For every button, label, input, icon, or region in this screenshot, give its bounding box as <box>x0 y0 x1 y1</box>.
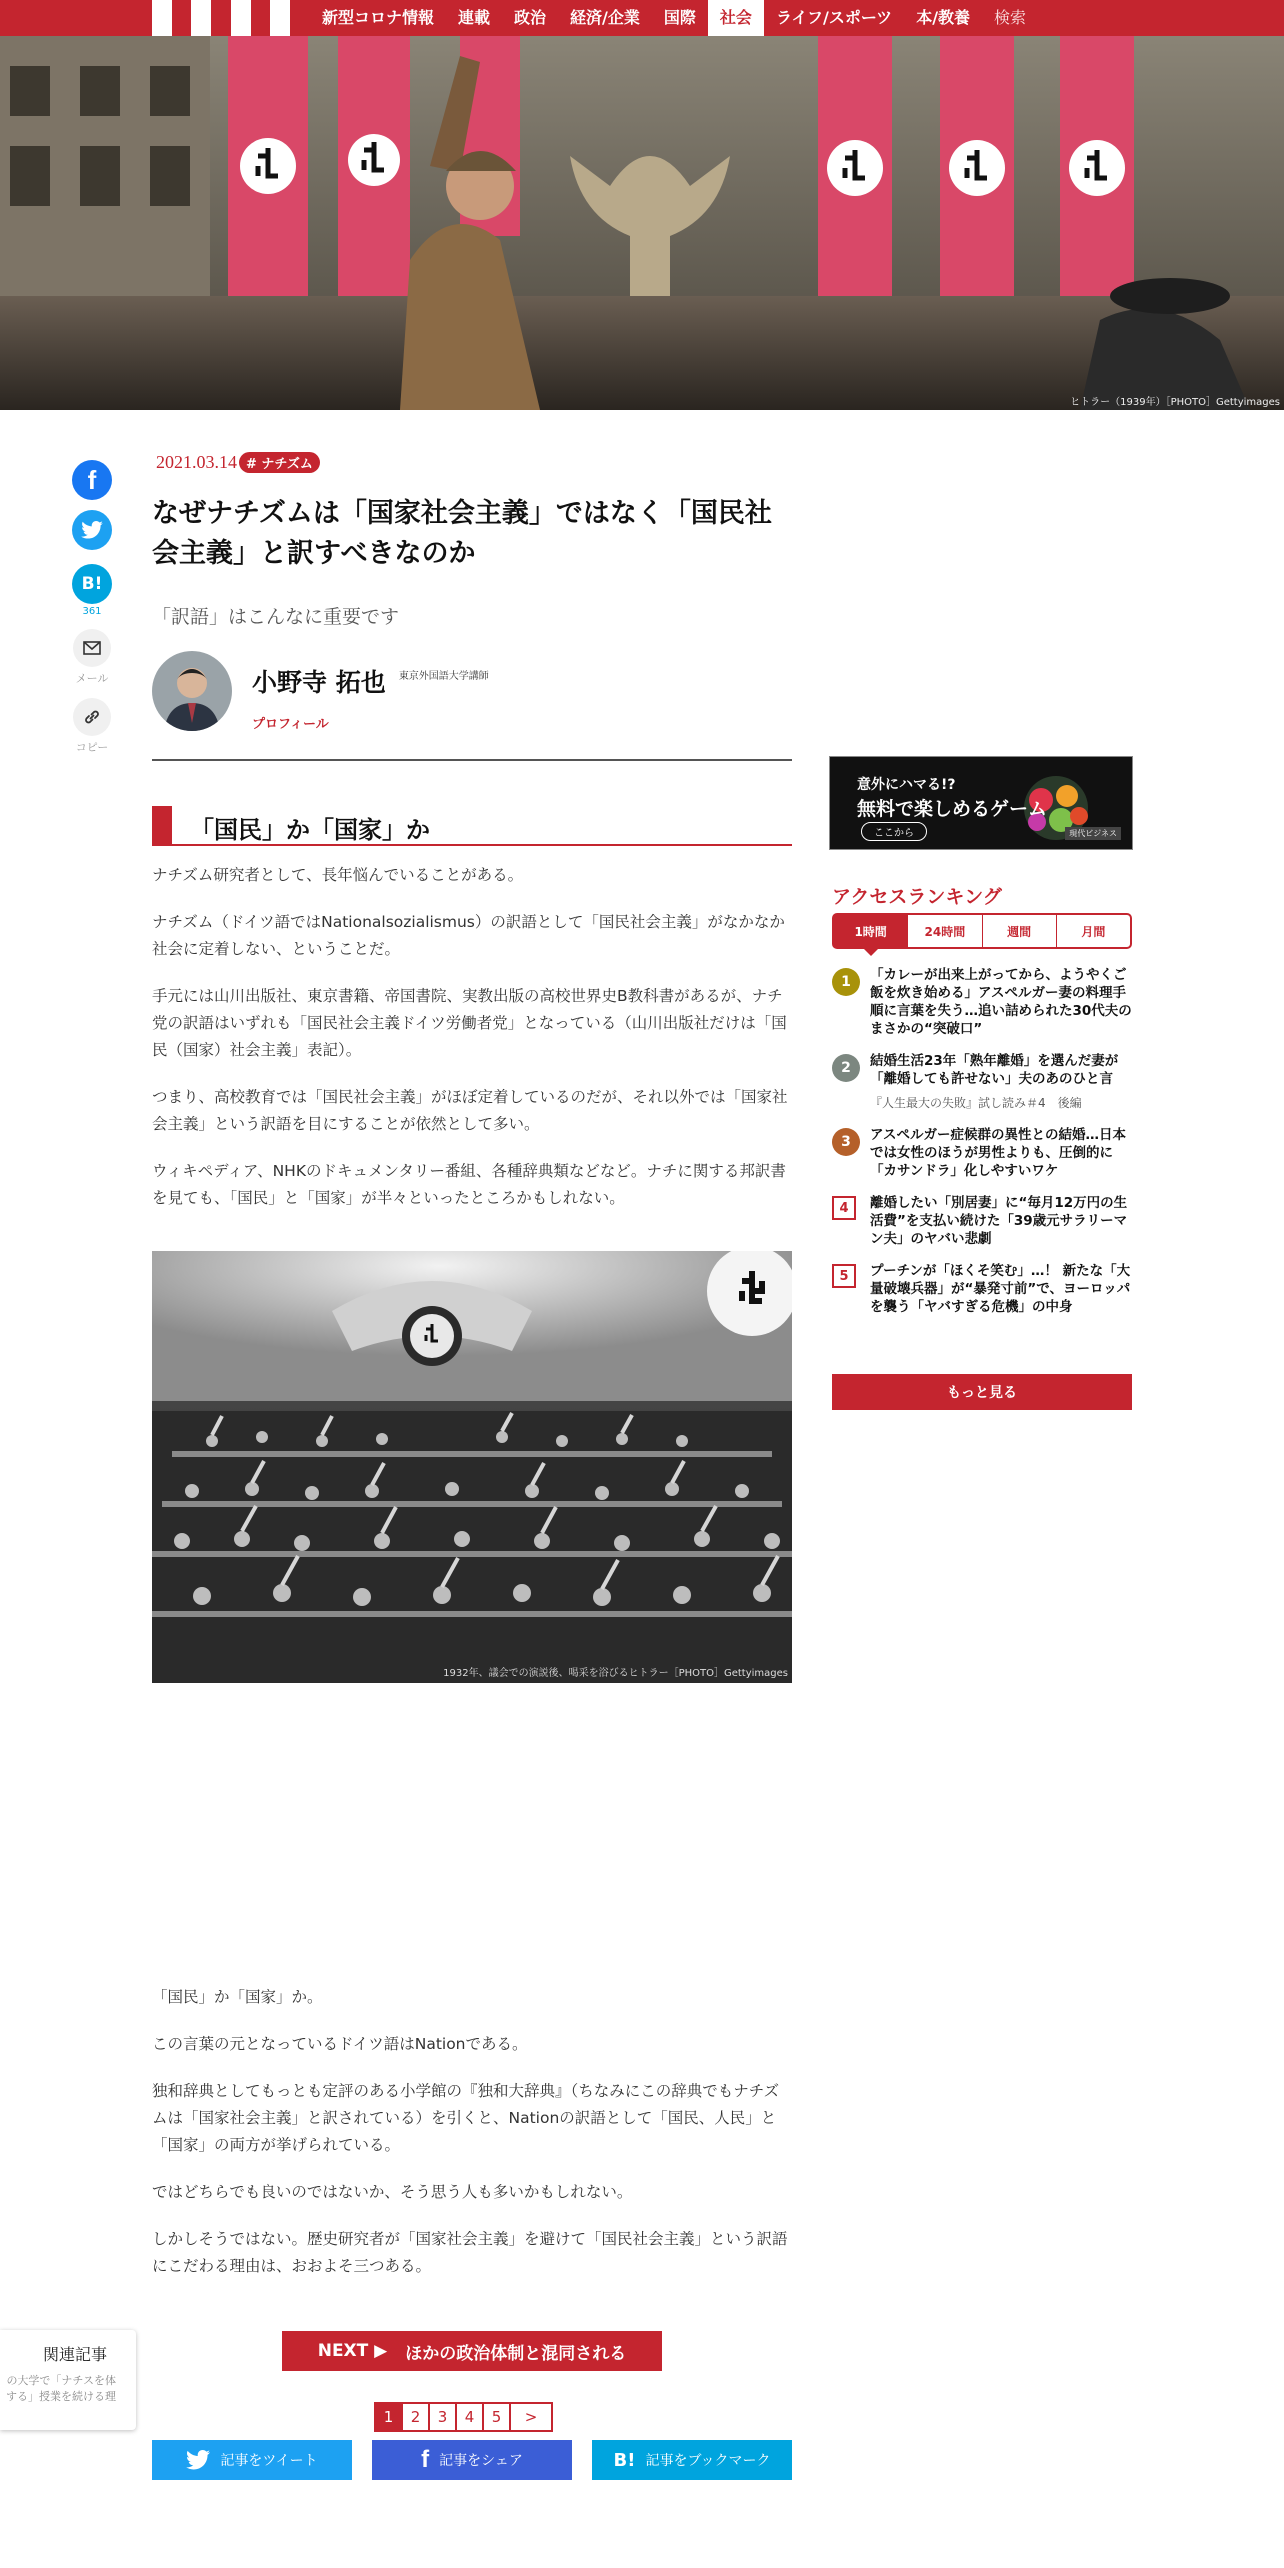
nav-list <box>310 0 1038 36</box>
rank-badge-bronze: 3 <box>832 1128 860 1156</box>
figure-caption: 1932年、議会での演説後、喝采を浴びるヒトラー［PHOTO］Gettyimages <box>443 1668 788 1679</box>
article-subtitle: 「訳語」はこんなに重要です <box>152 606 400 628</box>
ranking-item[interactable] <box>832 966 1132 1038</box>
paragraph: ではどちらでも良いのではないか、そう思う人も多いかもしれない。 <box>152 2183 633 2201</box>
article-date: 2021.03.14 <box>156 451 237 472</box>
facebook-icon: f <box>421 2446 430 2473</box>
tweet-label: 記事をツイート <box>220 2453 318 2469</box>
ranking-more-button[interactable]: もっと見る <box>832 1374 1132 1410</box>
page-3[interactable]: 3 <box>428 2402 457 2432</box>
mail-icon <box>83 641 101 655</box>
section-heading-text: 「国民」か「国家」か <box>190 816 430 844</box>
next-page-button[interactable] <box>282 2331 662 2371</box>
nav-search-link[interactable]: 検索 <box>994 8 1027 27</box>
section-heading <box>152 806 792 846</box>
hatena-icon: B! <box>613 2449 636 2471</box>
ranking-item-title: 「カレーが出来上がってから、ようやくご飯を炊き始める」アスペルガー妻の料理手順に言葉を失う…追い詰められた30代夫のまさかの“突破口” <box>870 967 1132 1037</box>
nav-item-series[interactable]: 連載 <box>458 8 491 27</box>
ranking-tab-24h[interactable]: 24時間 <box>907 915 981 947</box>
page-2[interactable]: 2 <box>401 2402 430 2432</box>
ranking-list <box>832 966 1132 1330</box>
nav-item-society[interactable]: 社会 <box>708 0 764 36</box>
hatena-bookmark-label: 記事をブックマーク <box>645 2453 771 2469</box>
heading-bar <box>152 806 172 844</box>
paragraph: この言葉の元となっているドイツ語はNationである。 <box>152 2035 528 2053</box>
twitter-icon <box>186 2450 210 2470</box>
author-info <box>252 651 489 732</box>
hatena-count: 361 <box>82 606 102 617</box>
twitter-icon <box>81 521 103 539</box>
related-title: 関連記事 <box>42 2345 107 2364</box>
related-articles-popup[interactable] <box>0 2330 136 2430</box>
page-5[interactable]: 5 <box>482 2402 511 2432</box>
ranking-item-title: アスペルガー症候群の異性との結婚…日本では女性のほうが男性よりも、圧倒的に「カサンドラ」化しやすいワケ <box>870 1127 1126 1179</box>
article-meta <box>152 450 792 474</box>
ranking-item[interactable] <box>832 1262 1132 1316</box>
ad-line2: 無料で楽しめるゲーム <box>857 798 1048 820</box>
header-divider <box>152 759 792 761</box>
hero-caption: ヒトラー（1939年）［PHOTO］Gettyimages <box>1070 397 1280 408</box>
article-body-part2 <box>152 1984 792 2300</box>
ad-line1: 意外にハマる!? <box>857 777 956 793</box>
ranking-tab-month[interactable]: 月間 <box>1056 915 1130 947</box>
ranking-item-title: 結婚生活23年「熟年離婚」を選んだ妻が「離婚しても許せない」夫のあのひと言 『人生最大の失敗』試し読み＃4 後編 <box>870 1052 1132 1112</box>
bottom-share-bar <box>152 2440 792 2480</box>
author-profile-link[interactable]: プロフィール <box>252 717 329 732</box>
site-logo[interactable] <box>152 0 290 36</box>
nav-item-international[interactable]: 国際 <box>663 8 696 27</box>
ranking-item-subtitle: 『人生最大の失敗』試し読み＃4 後編 <box>870 1096 1082 1110</box>
paragraph: ナチズム研究者として、長年悩んでいることがある。 <box>152 866 524 884</box>
hatena-bookmark-button[interactable] <box>72 564 112 604</box>
rank-badge: 5 <box>832 1264 856 1288</box>
nav-item-life-sports[interactable]: ライフ/スポーツ <box>775 8 893 27</box>
ad-cta: ここから <box>861 822 927 841</box>
hatena-bookmark-article-button[interactable] <box>592 2440 792 2480</box>
next-prefix: NEXT ▶ <box>317 2341 388 2361</box>
link-icon <box>83 708 101 726</box>
ranking-tab-1h[interactable]: 1時間 <box>834 915 907 947</box>
page-4[interactable]: 4 <box>455 2402 484 2432</box>
twitter-share-button[interactable] <box>72 510 112 550</box>
paragraph: 手元には山川出版社、東京書籍、帝国書院、実教出版の高校世界史B教科書があるが、ナチ党の訳語はいずれも「国民社会主義ドイツ労働者党」となっている（山川出版社だけは「国民（国家）社会主義」表記）。 <box>152 987 787 1059</box>
paragraph: 独和辞典としてもっとも定評のある小学館の『独和大辞典』（ちなみにこの辞典でもナチズムは「国家社会主義」と訳されている）を引くと、Nationの訳語として「国民、人民」と「国家」の両方が挙げられている。 <box>152 2082 780 2154</box>
facebook-share-label: 記事をシェア <box>439 2453 523 2469</box>
paragraph: つまり、高校教育では「国民社会主義」がほぼ定着しているのだが、それ以外では「国家社会主義」という訳語を目にすることが依然として多い。 <box>152 1088 788 1133</box>
ranking-tab-week[interactable]: 週間 <box>982 915 1056 947</box>
nav-item-corona[interactable]: 新型コロナ情報 <box>322 8 435 27</box>
nav-item-politics[interactable]: 政治 <box>514 8 547 27</box>
facebook-icon: f <box>87 464 97 495</box>
related-snippet: の大学で「ナチスを体 する」授業を続ける理 <box>6 2374 116 2403</box>
ranking-title: アクセスランキング <box>832 886 1002 908</box>
rank-badge-silver: 2 <box>832 1054 860 1082</box>
share-column <box>70 460 114 755</box>
paragraph: しかしそうではない。歴史研究者が「国家社会主義」を避けて「国民社会主義」という訳語にこだわる理由は、おおよそ三つある。 <box>152 2230 788 2275</box>
page-next[interactable]: > <box>509 2402 553 2432</box>
paragraph: ウィキペディア、NHKのドキュメンタリー番組、各種辞典類などなど。ナチに関する邦訳書を見ても、「国民」と「国家」が半々といったところかもしれない。 <box>152 1162 786 1207</box>
mail-label: メール <box>75 672 109 685</box>
paragraph: ナチズム（ドイツ語ではNationalsozialismus）の訳語として「国民社会主義」がなかなか社会に定着しない、ということだ。 <box>152 913 785 958</box>
mail-share-button[interactable] <box>73 629 111 667</box>
ranking-tabs <box>832 913 1132 949</box>
paragraph: 「国民」か「国家」か。 <box>152 1988 323 2006</box>
author-avatar[interactable] <box>152 651 232 731</box>
article-title: なぜナチズムは「国家社会主義」ではなく「国民社会主義」と訳すべきなのか <box>152 498 772 569</box>
article-header <box>152 450 792 731</box>
pagination <box>376 2402 553 2432</box>
nav-item-books[interactable]: 本/教養 <box>916 8 971 27</box>
page-1[interactable]: 1 <box>374 2402 403 2432</box>
copy-link-button[interactable] <box>73 698 111 736</box>
ranking-item-title: プーチンが「ほくそ笑む」…！ 新たな「大量破壊兵器」が“暴発寸前”で、ヨーロッパを襲う「ヤバすぎる危機」の中身 <box>870 1263 1131 1315</box>
hatena-icon: B! <box>81 574 103 594</box>
article-tag[interactable]: # ナチズム <box>239 452 320 473</box>
facebook-share-article-button[interactable] <box>372 2440 572 2480</box>
nav-item-economy[interactable]: 経済/企業 <box>570 8 640 27</box>
ranking-item[interactable] <box>832 1126 1132 1180</box>
ranking-item[interactable] <box>832 1052 1132 1112</box>
rank-badge: 4 <box>832 1196 856 1220</box>
ranking-item[interactable] <box>832 1194 1132 1248</box>
tweet-article-button[interactable] <box>152 2440 352 2480</box>
rank-badge-gold: 1 <box>832 968 860 996</box>
next-label: ほかの政治体制と混同される <box>405 2343 627 2364</box>
copy-label: コピー <box>75 741 109 754</box>
author-block <box>152 651 792 731</box>
hero-image <box>0 36 1284 410</box>
ranking-item-title: 離婚したい「別居妻」に“毎月12万円の生活費”を支払い続けた「39歳元サラリーマン夫」のヤバい悲劇 <box>870 1195 1128 1247</box>
article-body-part1 <box>152 862 792 1232</box>
game-ad-banner[interactable] <box>830 757 1132 849</box>
article-figure <box>152 1251 792 1683</box>
ad-brand: 現代ビジネス <box>1065 827 1121 840</box>
facebook-share-button[interactable] <box>72 460 112 500</box>
author-name[interactable]: 小野寺 拓也 <box>252 668 386 697</box>
top-navigation <box>0 0 1284 36</box>
author-affiliation: 東京外国語大学講師 <box>398 671 489 682</box>
